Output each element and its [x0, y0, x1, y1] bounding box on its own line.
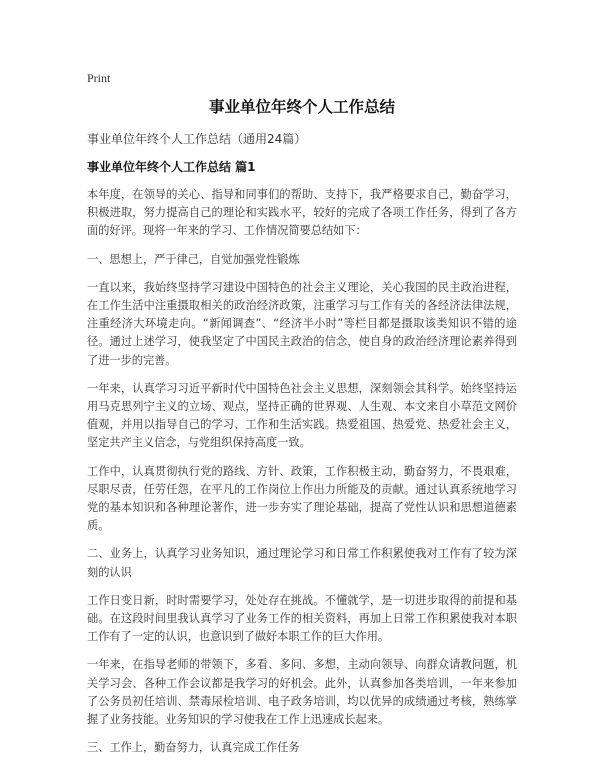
paragraph-intro: 本年度，在领导的关心、指导和同事们的帮助、支持下，我严格要求自己，勤奋学习，积极进取，努力提高自己的理论和实践水平，较好的完成了各项工作任务，得到了各方面的好评。现将一年来的学习、工作情况简要总结如下： [87, 188, 517, 238]
heading-work: 三、工作上，勤奋努力，认真完成工作任务 [87, 741, 300, 755]
document-page [87, 70, 517, 767]
paragraph-business-learning: 工作日变日新，时时需要学习，处处存在挑战。不懂就学，是一切进步取得的前提和基础。在这段时间里我认真学习了业务工作的相关资料，再加上日常工作积累使我对本职工作有了一定的认识，也意识到了做好本职工作的巨大作用。 [87, 593, 517, 644]
heading-ideology: 一、思想上，严于律己，自觉加强党性锻炼 [87, 252, 300, 266]
document-subtitle: 事业单位年终个人工作总结（通用24篇） [87, 132, 307, 146]
section-heading: 事业单位年终个人工作总结 篇1 [87, 160, 256, 174]
paragraph-study-theory: 一直以来，我始终坚持学习建设中国特色的社会主义理论，关心我国的民主政治进程，在工作生活中注重摄取相关的政治经济政策，注重学习与工作有关的各经济法律法规，注重经济大环境走向。“新闻调查”、“经济半小时”等栏目都是摄取该类知识不错的途径。通过上述学习，使我坚定了中国民主政治的信念，使自身的政治经济理论素养得到了进一步的完善。 [87, 280, 517, 367]
paragraph-study-thought: 一年来，认真学习习近平新时代中国特色社会主义思想，深刻领会其科学。始终坚持运用马克思列宁主义的立场、观点，坚持正确的世界观、人生观、本文来自小草范文网价值观，并用以指导自己的学习、工作和生活实践。热爱祖国、热爱党、热爱社会主义，坚定共产主义信念，与党组织保持高度一致。 [87, 381, 517, 450]
page-title: 事业单位年终个人工作总结 [208, 98, 395, 116]
print-link[interactable]: Print [87, 71, 111, 85]
paragraph-training: 一年来，在指导老师的带领下，多看、多问、多想，主动向领导、向群众请教问题，机关学习会、各种工作会议都是我学习的好机会。此外，认真参加各类培训，一年来参加了公务员初任培训、禁毒尿检培训、电子政务培训，均以优异的成绩通过考核，熟练掌握了业务技能。业务知识的学习使我在工作上迅速成长起来。 [87, 658, 517, 727]
paragraph-work-practice: 工作中，认真贯彻执行党的路线、方针、政策，工作积极主动，勤奋努力，不畏艰难，尽职尽责，任劳任怨，在平凡的工作岗位上作出力所能及的贡献。通过认真系统地学习党的基本知识和各种理论著作，进一步夯实了理论基础，提高了党性认识和思想道德素质。 [87, 464, 517, 533]
heading-business: 二、业务上，认真学习业务知识，通过理论学习和日常工作积累使我对工作有了较为深刻的认识 [87, 547, 517, 579]
